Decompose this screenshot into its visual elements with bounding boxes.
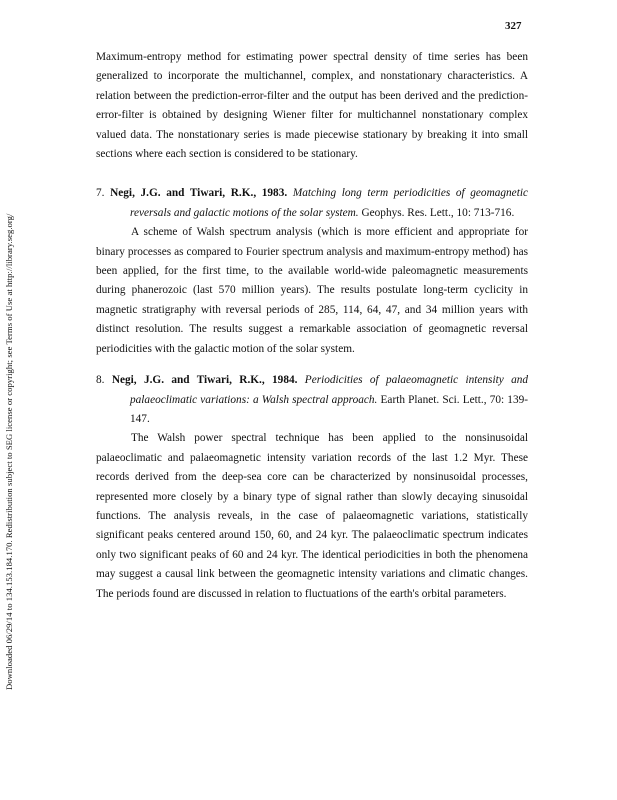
reference-number: 8.	[96, 374, 105, 387]
intro-paragraph: Maximum-entropy method for estimating power spectral density of time series has been generalized to incorporate the multichannel, complex, and nonstationary characteristics. A relation between the prediction-error-filter and the output has been derived and the prediction-error-filter is obtained by designing Wiener filter for multichannel nonstationary complex valued data. The nonstationary series is made piecewise stationary by breaking it into small sections where each section is considered to be stationary.	[96, 51, 528, 161]
reference-source: Geophys. Res. Lett., 10: 713-716.	[361, 206, 515, 219]
page-body	[96, 48, 528, 604]
reference-8-abstract: The Walsh power spectral technique has been applied to the nonsinusoidal palaeoclimatic and palaeomagnetic intensity variation records of the last 1.2 Myr. These records derived from the deep-sea core can be characterized by nonsinusoidal processes, represented more closely by a binary type of signal rather than slowly decaying sinusoidal functions. The analysis reveals, in the case of palaeomagnetic variations, statistically significant peaks centered around 150, 60, and 24 kyr. The palaeoclimatic spectrum indicates only two significant peaks of 60 and 24 kyr. The identical periodicities in both the phenomena may suggest a causal link between the geomagnetic intensity variations and climatic changes. The periods found are discussed in relation to fluctuations of the earth's orbital parameters.	[96, 432, 528, 600]
reference-source: Earth Planet. Sci. Lett., 70: 139-147.	[130, 393, 529, 425]
reference-8-citation	[96, 371, 528, 429]
download-notice: Downloaded 06/29/14 to 134.153.184.170. Redistribution subject to SEG license or copyright; see Terms of Use at http://library.seg.org/	[4, 213, 14, 690]
reference-authors: Negi, J.G. and Tiwari, R.K., 1983.	[110, 187, 288, 200]
page-number: 327	[505, 20, 522, 32]
reference-title: Periodicities of palaeomagnetic intensity and palaeoclimatic variations: a Walsh spectral approach.	[130, 374, 529, 406]
reference-title: Matching long term periodicities of geomagnetic reversals and galactic motions of the solar system.	[130, 187, 528, 219]
reference-number: 7.	[96, 187, 105, 200]
reference-authors: Negi, J.G. and Tiwari, R.K., 1984.	[111, 374, 298, 387]
reference-7-abstract: A scheme of Walsh spectrum analysis (which is more efficient and appropriate for binary processes as compared to Fourier spectrum analysis and maximum-entropy method) has been applied, for the first time, to the available world-wide paleomagnetic measurements during phanerozoic (last 570 million years). The results postulate long-term cyclicity in magnetic stratigraphy with reversal periods of 285, 114, 64, 47, and 34 million years with distinct resolution. The results suggest a remarkable association of geomagnetic reversal periodicities with the galactic motion of the solar system.	[96, 226, 528, 355]
reference-7-citation	[96, 184, 528, 223]
